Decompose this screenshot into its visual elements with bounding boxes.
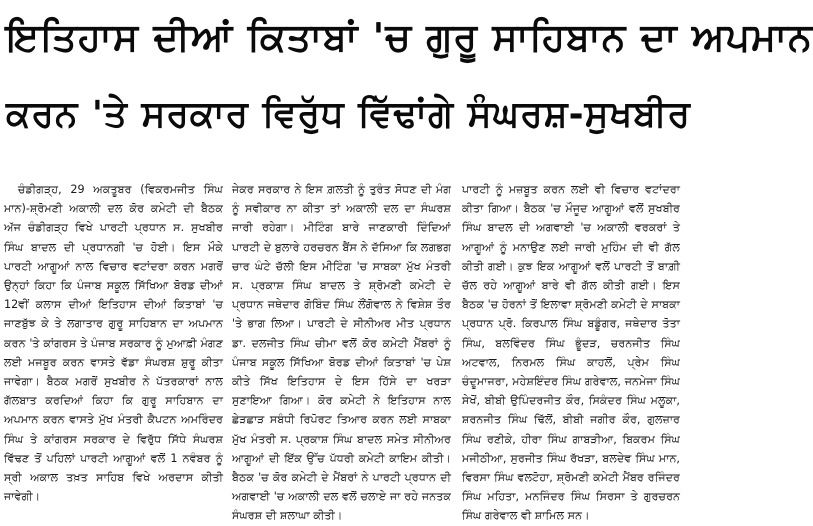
article-column-3 <box>462 180 680 523</box>
article-column-1 <box>4 180 223 504</box>
headline-line-2: ਕਰਨ 'ਤੇ ਸਰਕਾਰ ਵਿਰੁੱਧ ਵਿੱਢਾਂਗੇ ਸੰਘਰਸ਼-ਸੁਖਬੀਰ <box>6 94 691 135</box>
article-column-2-text: ਜੇਕਰ ਸਰਕਾਰ ਨੇ ਇਸ ਗ਼ਲਤੀ ਨੂੰ ਤੁਰੰਤ ਸੋਧਣ ਦੀ ਮੰਗ ਨੂੰ ਸਵੀਕਾਰ ਨਾ ਕੀਤਾ ਤਾਂ ਅਕਾਲੀ ਦਲ ਦਾ ਸੰਘਰਸ਼ ਜਾਰੀ ਰਹੇਗਾ। ਮੀਟਿੰਗ ਬਾਰੇ ਜਾਣਕਾਰੀ ਦਿੰਦਿਆਂ ਪਾਰਟੀ ਦੇ ਬੁਲਾਰੇ ਹਰਚਰਨ ਬੈਂਸ ਨੇ ਦੱਸਿਆ ਕਿ ਲਗਭਗ ਚਾਰ ਘੰਟੇ ਚੱਲੀ ਇਸ ਮੀਟਿੰਗ 'ਚ ਸਾਬਕਾ ਮੁੱਖ ਮੰਤਰੀ ਸ. ਪ੍ਰਕਾਸ਼ ਸਿੰਘ ਬਾਦਲ ਤੇ ਸ਼੍ਰੋਮਣੀ ਕਮੇਟੀ ਦੇ ਪ੍ਰਧਾਨ ਜਥੇਦਾਰ ਗੋਬਿੰਦ ਸਿੰਘ ਲੌਂਗੋਵਾਲ ਨੇ ਵਿਸ਼ੇਸ਼ ਤੌਰ 'ਤੇ ਭਾਗ ਲਿਆ। ਪਾਰਟੀ ਦੇ ਸੀਨੀਅਰ ਮੀਤ ਪ੍ਰਧਾਨ ਡਾ. ਦਲਜੀਤ ਸਿੰਘ ਚੀਮਾ ਵਲੋਂ ਕੋਰ ਕਮੇਟੀ ਮੈਂਬਰਾਂ ਨੂੰ ਪੰਜਾਬ ਸਕੂਲ ਸਿੱਖਿਆ ਬੋਰਡ ਦੀਆਂ ਕਿਤਾਬਾਂ 'ਚ ਪੇਸ਼ ਕੀਤੇ ਸਿੱਖ ਇਤਿਹਾਸ ਦੇ ਇਸ ਹਿੱਸੇ ਦਾ ਖਰੜਾ ਸੁਣਾਇਆ ਗਿਆ। ਕੋਰ ਕਮੇਟੀ ਨੇ ਇਤਿਹਾਸ ਨਾਲ ਛੇੜਛਾੜ ਸਬੰਧੀ ਰਿਪੋਰਟ ਤਿਆਰ ਕਰਨ ਲਈ ਸਾਬਕਾ ਮੁੱਖ ਮੰਤਰੀ ਸ. ਪ੍ਰਕਾਸ਼ ਸਿੰਘ ਬਾਦਲ ਸਮੇਤ ਸੀਨੀਅਰ ਆਗੂਆਂ ਦੀ ਇੱਕ ਉੱਚ ਪੱਧਰੀ ਕਮੇਟੀ ਕਾਇਮ ਕੀਤੀ। ਬੈਠਕ 'ਚ ਕੋਰ ਕਮੇਟੀ ਦੇ ਮੈਂਬਰਾਂ ਨੇ ਪਾਰਟੀ ਪ੍ਰਧਾਨ ਦੀ ਅਗਵਾਈ 'ਚ ਅਕਾਲੀ ਦਲ ਵਲੋਂ ਚਲਾਏ ਜਾ ਰਹੇ ਜਨਤਕ ਸੰਘਰਸ਼ ਦੀ ਸ਼ਲਾਘਾ ਕੀਤੀ। <box>232 183 451 523</box>
article-column-3-text: ਪਾਰਟੀ ਨੂੰ ਮਜ਼ਬੂਤ ਕਰਨ ਲਈ ਵੀ ਵਿਚਾਰ ਵਟਾਂਦਰਾ ਕੀਤਾ ਗਿਆ। ਬੈਠਕ 'ਚ ਮੌਜੂਦ ਆਗੂਆਂ ਵਲੋਂ ਸੁਖਬੀਰ ਸਿੰਘ ਬਾਦਲ ਦੀ ਅਗਵਾਈ 'ਚ ਅਕਾਲੀ ਵਰਕਰਾਂ ਤੇ ਆਗੂਆਂ ਨੂੰ ਮਨਾਉਣ ਲਈ ਜਾਰੀ ਮੁਹਿੰਮ ਦੀ ਵੀ ਗੱਲ ਕੀਤੀ ਗਈ। ਕੁਝ ਇਕ ਆਗੂਆਂ ਵਲੋਂ ਪਾਰਟੀ ਤੋਂ ਬਾਗ਼ੀ ਚੱਲ ਰਹੇ ਆਗੂਆਂ ਬਾਰੇ ਵੀ ਗੱਲ ਕੀਤੀ ਗਈ। ਇਸ ਬੈਠਕ 'ਚ ਹੋਰਨਾਂ ਤੋਂ ਇਲਾਵਾ ਸ਼੍ਰੋਮਣੀ ਕਮੇਟੀ ਦੇ ਸਾਬਕਾ ਪ੍ਰਧਾਨ ਪ੍ਰੋ. ਕਿਰਪਾਲ ਸਿੰਘ ਬਡੂੰਗਰ, ਜਥੇਦਾਰ ਤੋਤਾ ਸਿੰਘ, ਬਲਵਿੰਦਰ ਸਿੰਘ ਭੂੰਦੜ, ਚਰਨਜੀਤ ਸਿੰਘ ਅਟਵਾਲ, ਨਿਰਮਲ ਸਿੰਘ ਕਾਹਲੋਂ, ਪ੍ਰੇਮ ਸਿੰਘ ਚੰਦੂਮਾਜਰਾ, ਮਹੇਸ਼ਇੰਦਰ ਸਿੰਘ ਗਰੇਵਾਲ, ਜਨਮੇਜਾ ਸਿੰਘ ਸੇਖੋਂ, ਬੀਬੀ ਉਪਿੰਦਰਜੀਤ ਕੌਰ, ਸਿਕੰਦਰ ਸਿੰਘ ਮਲੂਕਾ, ਸ਼ਰਨਜੀਤ ਸਿੰਘ ਢਿੱਲੋਂ, ਬੀਬੀ ਜਗੀਰ ਕੌਰ, ਗੁਲਜ਼ਾਰ ਸਿੰਘ ਰਣੀਕੇ, ਹੀਰਾ ਸਿੰਘ ਗਾਬੜੀਆ, ਬਿਕਰਮ ਸਿੰਘ ਮਜੀਠੀਆ, ਸੁਰਜੀਤ ਸਿੰਘ ਰੱਖੜਾ, ਬਲਦੇਵ ਸਿੰਘ ਮਾਨ, ਵਿਰਸਾ ਸਿੰਘ ਵਲਟੋਹਾ, ਸ਼੍ਰੋਮਣੀ ਕਮੇਟੀ ਮੈਂਬਰ ਰਜਿੰਦਰ ਸਿੰਘ ਮਹਿਤਾ, ਮਨਜਿੰਦਰ ਸਿੰਘ ਸਿਰਸਾ ਤੇ ਗੁਰਚਰਨ ਸਿੰਘ ਗਰੇਵਾਲ ਵੀ ਸ਼ਾਮਿਲ ਸਨ। <box>462 183 680 523</box>
headline-line-1: ਇਤਿਹਾਸ ਦੀਆਂ ਕਿਤਾਬਾਂ 'ਚ ਗੁਰੂ ਸਾਹਿਬਾਨ ਦਾ ਅਪਮਾਨ <box>6 15 813 59</box>
article-column-2 <box>232 180 451 523</box>
article-column-1-text: ਚੰਡੀਗੜ੍ਹ, 29 ਅਕਤੂਬਰ (ਵਿਕਰਮਜੀਤ ਸਿੰਘ ਮਾਨ)-ਸ਼੍ਰੋਮਣੀ ਅਕਾਲੀ ਦਲ ਕੋਰ ਕਮੇਟੀ ਦੀ ਬੈਠਕ ਅੱਜ ਚੰਡੀਗੜ੍ਹ ਵਿਖੇ ਪਾਰਟੀ ਪ੍ਰਧਾਨ ਸ. ਸੁਖਬੀਰ ਸਿੰਘ ਬਾਦਲ ਦੀ ਪ੍ਰਧਾਨਗੀ 'ਚ ਹੋਈ। ਇਸ ਮੌਕੇ ਪਾਰਟੀ ਆਗੂਆਂ ਨਾਲ ਵਿਚਾਰ ਵਟਾਂਦਰਾ ਕਰਨ ਮਗਰੋਂ ਉਨ੍ਹਾਂ ਕਿਹਾ ਕਿ ਪੰਜਾਬ ਸਕੂਲ ਸਿੱਖਿਆ ਬੋਰਡ ਦੀਆਂ 12ਵੀਂ ਕਲਾਸ ਦੀਆਂ ਇਤਿਹਾਸ ਦੀਆਂ ਕਿਤਾਬਾਂ 'ਚ ਜਾਣਬੁੱਝ ਕੇ ਤੇ ਲਗਾਤਾਰ ਗੁਰੂ ਸਾਹਿਬਾਨ ਦਾ ਅਪਮਾਨ ਕਰਨ 'ਤੇ ਕਾਂਗਰਸ ਤੇ ਪੰਜਾਬ ਸਰਕਾਰ ਨੂੰ ਮੁਆਫ਼ੀ ਮੰਗਣ ਲਈ ਮਜਬੂਰ ਕਰਨ ਵਾਸਤੇ ਵੱਡਾ ਸੰਘਰਸ਼ ਸ਼ੁਰੂ ਕੀਤਾ ਜਾਵੇਗਾ। ਬੈਠਕ ਮਗਰੋਂ ਸੁਖਬੀਰ ਨੇ ਪੱਤਰਕਾਰਾਂ ਨਾਲ ਗੱਲਬਾਤ ਕਰਦਿਆਂ ਕਿਹਾ ਕਿ ਗੁਰੂ ਸਾਹਿਬਾਨ ਦਾ ਅਪਮਾਨ ਕਰਨ ਵਾਸਤੇ ਮੁੱਖ ਮੰਤਰੀ ਕੈਪਟਨ ਅਮਰਿੰਦਰ ਸਿੰਘ ਤੇ ਕਾਂਗਰਸ ਸਰਕਾਰ ਦੇ ਵਿਰੁੱਧ ਸਿੱਧੇ ਸੰਘਰਸ਼ ਵਿੱਢਣ ਤੋਂ ਪਹਿਲਾਂ ਪਾਰਟੀ ਆਗੂਆਂ ਵਲੋਂ 1 ਨਵੰਬਰ ਨੂੰ ਸ੍ਰੀ ਅਕਾਲ ਤਖ਼ਤ ਸਾਹਿਬ ਵਿਖੇ ਅਰਦਾਸ ਕੀਤੀ ਜਾਵੇਗੀ। <box>4 183 223 504</box>
